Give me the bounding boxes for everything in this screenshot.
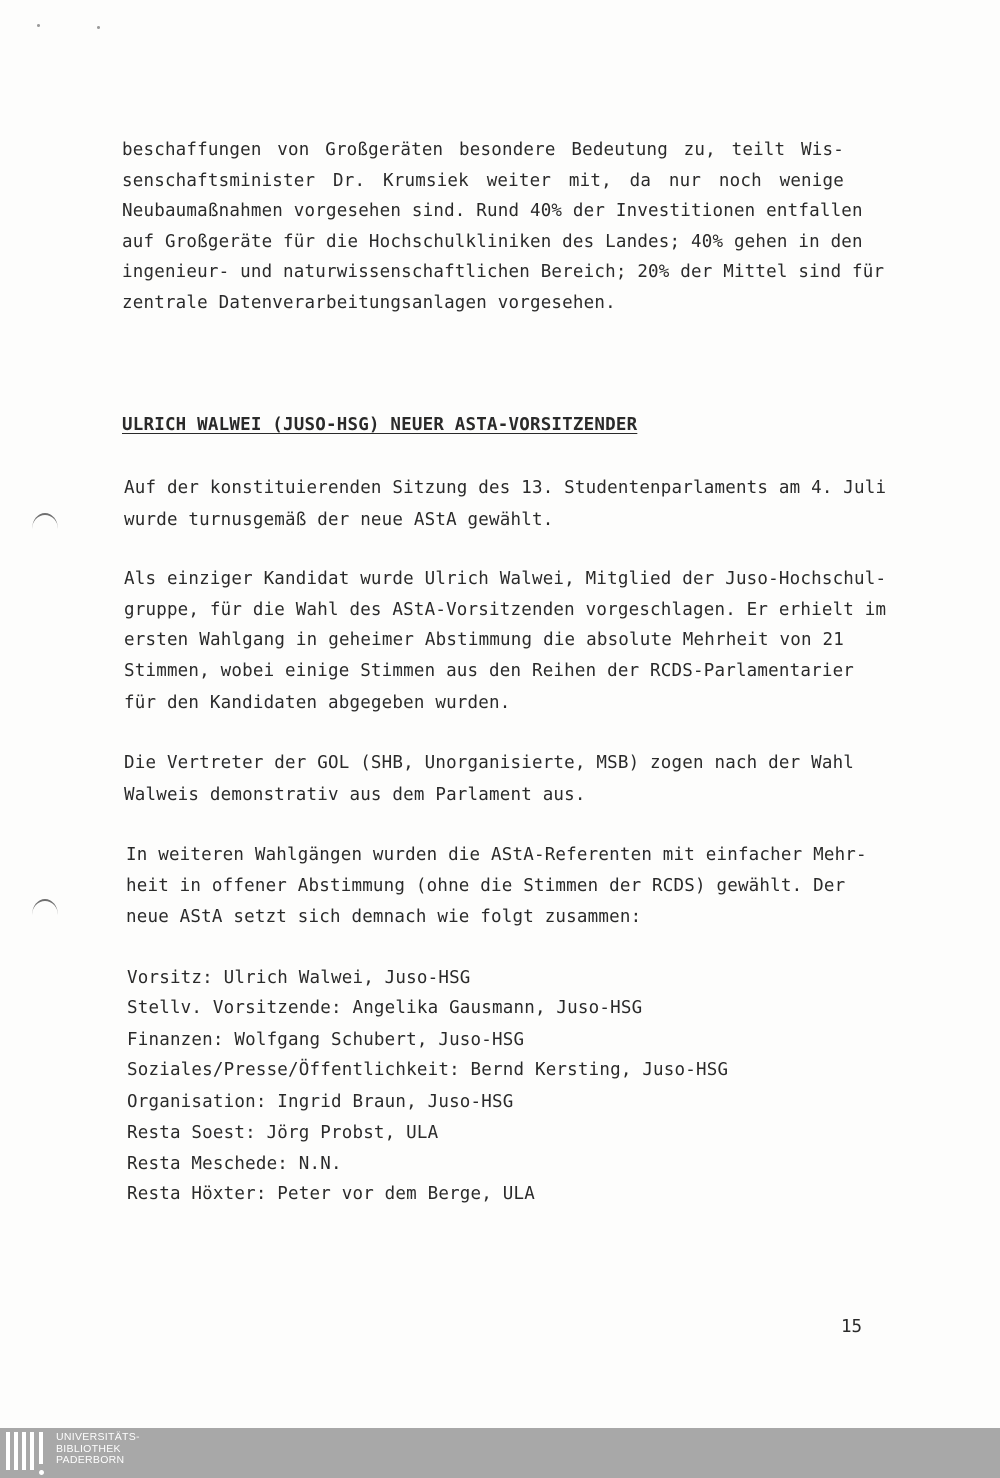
- text-line: heit in offener Abstimmung (ohne die Stimmen der RCDS) gewählt. Der: [126, 876, 846, 896]
- text-line: gruppe, für die Wahl des AStA-Vorsitzenden vorgeschlagen. Er erhielt im: [124, 600, 887, 620]
- text-line: Als einziger Kandidat wurde Ulrich Walwei, Mitglied der Juso-Hochschul-: [124, 569, 887, 589]
- text-line: Auf der konstituierenden Sitzung des 13. Studentenparlaments am 4. Juli: [124, 478, 887, 498]
- word: von: [277, 140, 310, 160]
- page-number: 15: [841, 1317, 863, 1337]
- scan-speck: [97, 26, 100, 29]
- text-line: zentrale Datenverarbeitungsanlagen vorgesehen.: [122, 293, 616, 313]
- logo-stripe: [6, 1432, 10, 1470]
- text-line: Stimmen, wobei einige Stimmen aus den Reihen der RCDS-Parlamentarier: [124, 661, 855, 681]
- text-line: [122, 140, 844, 160]
- text-line: neue AStA setzt sich demnach wie folgt zusammen:: [126, 907, 642, 927]
- word: Großgeräten: [325, 140, 444, 160]
- list-item: Stellv. Vorsitzende: Angelika Gausmann, Juso-HSG: [127, 998, 643, 1018]
- logo-stripe: [22, 1432, 26, 1470]
- text-line: Neubaumaßnahmen vorgesehen sind. Rund 40% der Investitionen entfallen: [122, 201, 863, 221]
- logo-text-line: BIBLIOTHEK: [56, 1442, 121, 1455]
- logo-stripe: [39, 1432, 43, 1464]
- list-item: Resta Höxter: Peter vor dem Berge, ULA: [127, 1184, 535, 1204]
- word: Wis-: [800, 140, 844, 160]
- text-line: ersten Wahlgang in geheimer Abstimmung die absolute Mehrheit von 21: [124, 630, 844, 650]
- text-line: auf Großgeräte für die Hochschulkliniken des Landes; 40% gehen in den: [122, 232, 863, 252]
- logo-stripe: [14, 1432, 18, 1470]
- library-logo-text: [56, 1432, 140, 1467]
- text-line: ingenieur- und naturwissenschaftlichen Bereich; 20% der Mittel sind für: [122, 262, 885, 282]
- word: Bedeutung: [571, 140, 668, 160]
- list-item: Vorsitz: Ulrich Walwei, Juso-HSG: [127, 968, 471, 988]
- word: beschaffungen: [122, 140, 262, 160]
- text-line: wurde turnusgemäß der neue AStA gewählt.: [124, 510, 554, 530]
- logo-dot: [39, 1470, 44, 1475]
- logo-text-line: UNIVERSITÄTS-: [56, 1431, 140, 1443]
- list-item: Resta Soest: Jörg Probst, ULA: [127, 1123, 439, 1143]
- word: teilt: [731, 140, 786, 160]
- text-line: In weiteren Wahlgängen wurden die AStA-Referenten mit einfacher Mehr-: [126, 845, 867, 865]
- list-item: Finanzen: Wolfgang Schubert, Juso-HSG: [127, 1030, 525, 1050]
- punch-hole-mark: [32, 899, 58, 915]
- punch-hole-mark: [32, 513, 58, 529]
- scan-speck: [37, 24, 40, 27]
- section-heading: ULRICH WALWEI (JUSO-HSG) NEUER ASTA-VORSITZENDER: [122, 415, 638, 435]
- list-item: Organisation: Ingrid Braun, Juso-HSG: [127, 1092, 514, 1112]
- logo-text-line: PADERBORN: [56, 1454, 125, 1466]
- text-line: für den Kandidaten abgegeben wurden.: [124, 693, 511, 713]
- word: zu,: [683, 140, 716, 160]
- text-line: senschaftsminister Dr. Krumsiek weiter mit, da nur noch wenige: [122, 171, 844, 191]
- text-line: Die Vertreter der GOL (SHB, Unorganisierte, MSB) zogen nach der Wahl: [124, 753, 855, 773]
- word: besondere: [459, 140, 556, 160]
- library-logo-icon: [6, 1432, 46, 1474]
- list-item: Resta Meschede: N.N.: [127, 1154, 342, 1174]
- text-line: Walweis demonstrativ aus dem Parlament aus.: [124, 785, 586, 805]
- logo-stripe: [30, 1432, 34, 1470]
- library-footer-bar: [0, 1428, 1000, 1478]
- list-item: Soziales/Presse/Öffentlichkeit: Bernd Kersting, Juso-HSG: [127, 1060, 729, 1080]
